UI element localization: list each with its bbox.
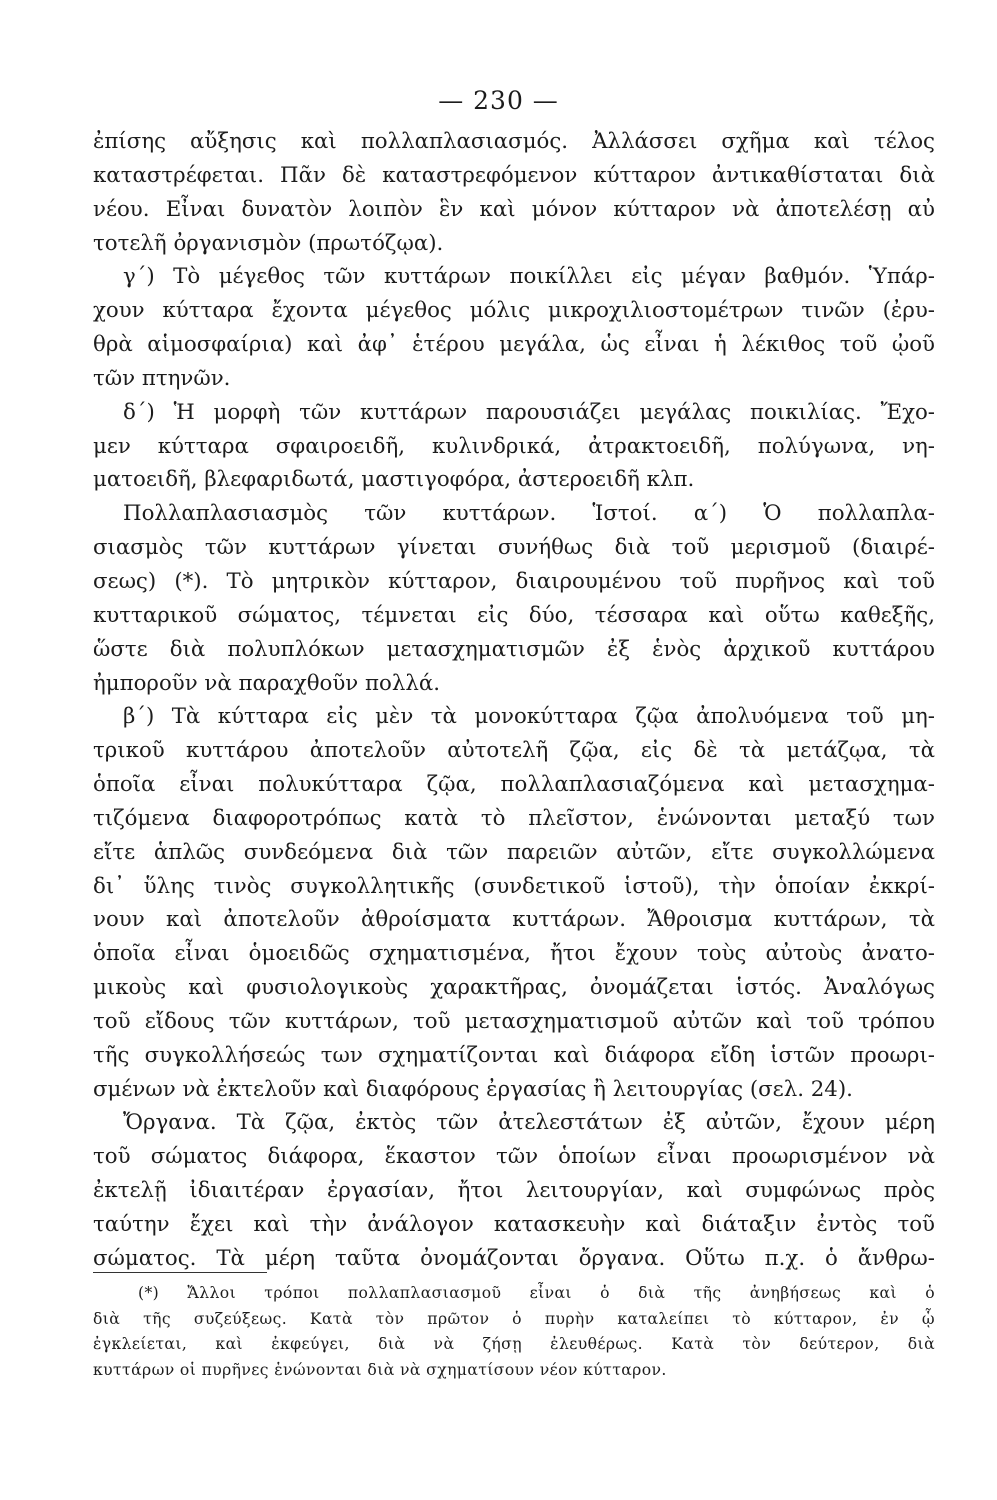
text-line: σμένων νὰ ἐκτελοῦν καὶ διαφόρους ἐργασίας ἢ λειτουργίας (σελ. 24). xyxy=(93,1076,853,1102)
text-line: νέου. Εἶναι δυνατὸν λοιπὸν ἓν καὶ μόνον κύτταρον νὰ ἀποτελέσῃ αὐ xyxy=(93,196,935,222)
text-line: κυτταρικοῦ σώματος, τέμνεται εἰς δύο, τέσσαρα καὶ οὕτω καθεξῆς, xyxy=(93,602,935,628)
text-line: ἐπίσης αὔξησις καὶ πολλαπλασιασμός. Ἀλλάσσει σχῆμα καὶ τέλος xyxy=(93,129,935,154)
text-line: τῆς συγκολλήσεώς των σχηματίζονται καὶ διάφορα εἴδη ἱστῶν προωρι- xyxy=(93,1042,935,1068)
text-line: μικοὺς καὶ φυσιολογικοὺς χαρακτῆρας, ὀνομάζεται ἱστός. Ἀναλόγως xyxy=(93,975,935,1001)
footnote-divider xyxy=(93,1272,267,1273)
text-line: δι᾽ ὕλης τινὸς συγκολλητικῆς (συνδετικοῦ ἱστοῦ), τὴν ὁποίαν ἐκκρί- xyxy=(93,873,935,899)
text-line: β΄) Τὰ κύτταρα εἰς μὲν τὰ μονοκύτταρα ζῷα ἀπολυόμενα τοῦ μη- xyxy=(123,704,935,730)
text-line: Ὄργανα. Τὰ ζῷα, ἐκτὸς τῶν ἀτελεστάτων ἐξ αὐτῶν, ἔχουν μέρη xyxy=(123,1110,935,1136)
text-line: τρικοῦ κυττάρου ἀποτελοῦν αὐτοτελῆ ζῷα, εἰς δὲ τὰ μετάζῳα, τὰ xyxy=(93,738,935,764)
text-line: τοῦ σώματος διάφορα, ἕκαστον τῶν ὁποίων εἶναι προωρισμένον νὰ xyxy=(93,1144,935,1170)
text-line: χουν κύτταρα ἔχοντα μέγεθος μόλις μικροχιλιοστομέτρων τινῶν (ἐρυ- xyxy=(93,298,935,324)
text-line: σεως) (*). Τὸ μητρικὸν κύτταρον, διαιρουμένου τοῦ πυρῆνος καὶ τοῦ xyxy=(93,568,935,594)
page-number: — 230 — xyxy=(438,86,559,115)
text-line: ταύτην ἔχει καὶ τὴν ἀνάλογον κατασκευὴν καὶ διάταξιν ἐντὸς τοῦ xyxy=(93,1212,935,1237)
text-line: σώματος. Τὰ μέρη ταῦτα ὀνομάζονται ὄργανα. Οὕτω π.χ. ὁ ἄνθρω- xyxy=(93,1245,935,1271)
text-line: γ΄) Τὸ μέγεθος τῶν κυττάρων ποικίλλει εἰς μέγαν βαθμόν. Ὑπάρ- xyxy=(123,264,935,290)
text-line: ἠμποροῦν νὰ παραχθοῦν πολλά. xyxy=(93,670,440,696)
footnotes xyxy=(93,1281,935,1383)
text-line: ὥστε διὰ πολυπλόκων μετασχηματισμῶν ἐξ ἑνὸς ἀρχικοῦ κυττάρου xyxy=(93,636,935,662)
text-line: σιασμὸς τῶν κυττάρων γίνεται συνήθως διὰ τοῦ μερισμοῦ (διαιρέ- xyxy=(93,535,935,561)
text-line: ὁποῖα εἶναι πολυκύτταρα ζῷα, πολλαπλασιαζόμενα καὶ μετασχημα- xyxy=(93,772,935,798)
footnote-line: διὰ τῆς συζεύξεως. Κατὰ τὸν πρῶτον ὁ πυρὴν καταλείπει τὸ κύτταρον, ἐν ᾧ xyxy=(93,1309,935,1328)
footnote-line: ἐγκλείεται, καὶ ἐκφεύγει, διὰ νὰ ζήσῃ ἐλευθέρως. Κατὰ τὸν δεύτερον, διὰ xyxy=(93,1335,935,1354)
text-line: τιζόμενα διαφοροτρόπως κατὰ τὸ πλεῖστον, ἑνώνονται μεταξύ των xyxy=(93,805,935,831)
text-line: θρὰ αἱμοσφαίρια) καὶ ἀφ᾽ ἑτέρου μεγάλα, ὡς εἶναι ἡ λέκιθος τοῦ ᾠοῦ xyxy=(93,332,935,358)
text-line: τοτελῆ ὀργανισμὸν (πρωτόζῳα). xyxy=(93,230,444,256)
text-line: τῶν πτηνῶν. xyxy=(93,365,231,391)
text-line: δ΄) Ἡ μορφὴ τῶν κυττάρων παρουσιάζει μεγάλας ποικιλίας. Ἔχο- xyxy=(123,399,935,425)
text-line: ἐκτελῇ ἰδιαιτέραν ἐργασίαν, ἤτοι λειτουργίαν, καὶ συμφώνως πρὸς xyxy=(93,1178,935,1204)
text-line: καταστρέφεται. Πᾶν δὲ καταστρεφόμενον κύτταρον ἀντικαθίσταται διὰ xyxy=(93,162,935,188)
text-line: εἴτε ἁπλῶς συνδεόμενα διὰ τῶν παρειῶν αὐτῶν, εἴτε συγκολλώμενα xyxy=(93,839,935,865)
text-line: Πολλαπλασιασμὸς τῶν κυττάρων. Ἱστοί. α΄) Ὁ πολλαπλα- xyxy=(123,501,935,527)
footnote-line: κυττάρων οἱ πυρῆνες ἑνώνονται διὰ νὰ σχηματίσουν νέον κύτταρον. xyxy=(93,1360,667,1379)
footnote-line: (*) Ἄλλοι τρόποι πολλαπλασιασμοῦ εἶναι ὁ διὰ τῆς ἀνηβήσεως καὶ ὁ xyxy=(138,1284,935,1302)
body-text xyxy=(93,125,935,1276)
text-line: μεν κύτταρα σφαιροειδῆ, κυλινδρικά, ἀτρακτοειδῆ, πολύγωνα, νη- xyxy=(93,433,935,459)
text-line: νουν καὶ ἀποτελοῦν ἀθροίσματα κυττάρων. Ἄθροισμα κυττάρων, τὰ xyxy=(93,907,935,933)
text-line: τοῦ εἴδους τῶν κυττάρων, τοῦ μετασχηματισμοῦ αὐτῶν καὶ τοῦ τρόπου xyxy=(93,1008,935,1034)
text-line: ματοειδῆ, βλεφαριδωτά, μαστιγοφόρα, ἀστεροειδῆ κλπ. xyxy=(93,467,695,493)
text-line: ὁποῖα εἶναι ὁμοειδῶς σχηματισμένα, ἤτοι ἔχουν τοὺς αὐτοὺς ἀνατο- xyxy=(93,941,935,967)
